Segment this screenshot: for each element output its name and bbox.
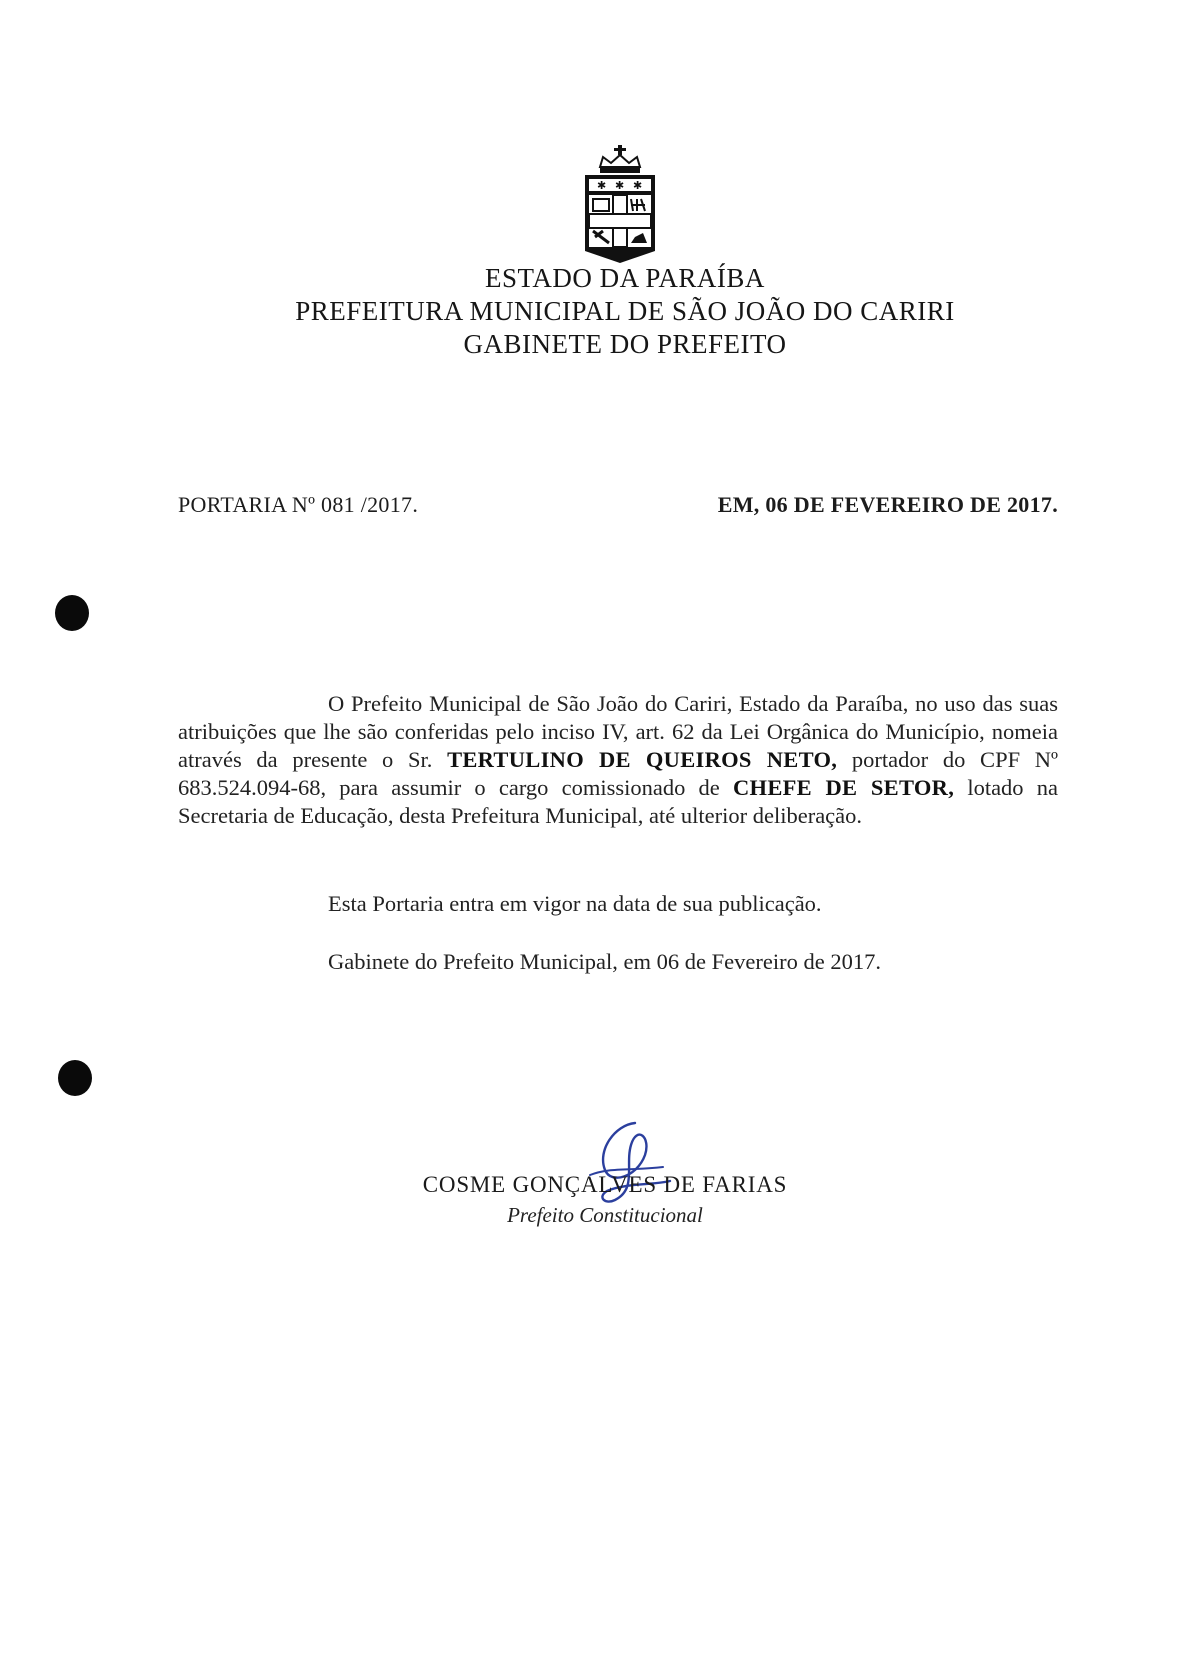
header-prefecture: PREFEITURA MUNICIPAL DE SÃO JOÃO DO CARIRI xyxy=(295,296,955,326)
header-state: ESTADO DA PARAÍBA xyxy=(485,263,765,293)
punch-hole xyxy=(55,595,89,631)
appointee-name: TERTULINO DE QUEIROS NETO, xyxy=(447,747,838,772)
svg-text:✱: ✱ xyxy=(615,179,625,192)
svg-text:✱: ✱ xyxy=(633,179,643,192)
document-header xyxy=(200,262,1050,361)
header-office: GABINETE DO PREFEITO xyxy=(463,329,787,359)
paragraph-text: portador do CPF Nº 683.524.094-68, para assumir o cargo comissionado de xyxy=(178,747,1059,800)
paragraph-text: lotado na Secretaria de Educação, desta Prefeitura Municipal, até ulterior deliberação. xyxy=(178,775,1058,828)
effective-clause: Esta Portaria entra em vigor na data de sua publicação. xyxy=(328,891,822,916)
portaria-number: PORTARIA Nº 081 /2017. xyxy=(178,492,419,517)
signatory-name: COSME GONÇALVES DE FARIAS xyxy=(422,1172,788,1197)
appointment-paragraph xyxy=(178,690,1058,830)
signatory-title: Prefeito Constitucional xyxy=(507,1203,703,1227)
closing-clause: Gabinete do Prefeito Municipal, em 06 de Fevereiro de 2017. xyxy=(328,949,881,974)
appointed-role: CHEFE DE SETOR, xyxy=(732,775,955,800)
paragraph-text: O Prefeito Municipal de São João do Cariri, Estado da Paraíba, no uso das suas atribuições que lhe são conferidas pelo inciso IV, art. 62 da Lei Orgânica do Município, nomeia através da presente o Sr. xyxy=(178,691,1058,772)
coat-of-arms-icon xyxy=(575,145,665,263)
svg-text:✱: ✱ xyxy=(597,179,607,192)
document-date: EM, 06 DE FEVEREIRO DE 2017. xyxy=(717,492,1058,517)
punch-hole xyxy=(58,1060,92,1096)
